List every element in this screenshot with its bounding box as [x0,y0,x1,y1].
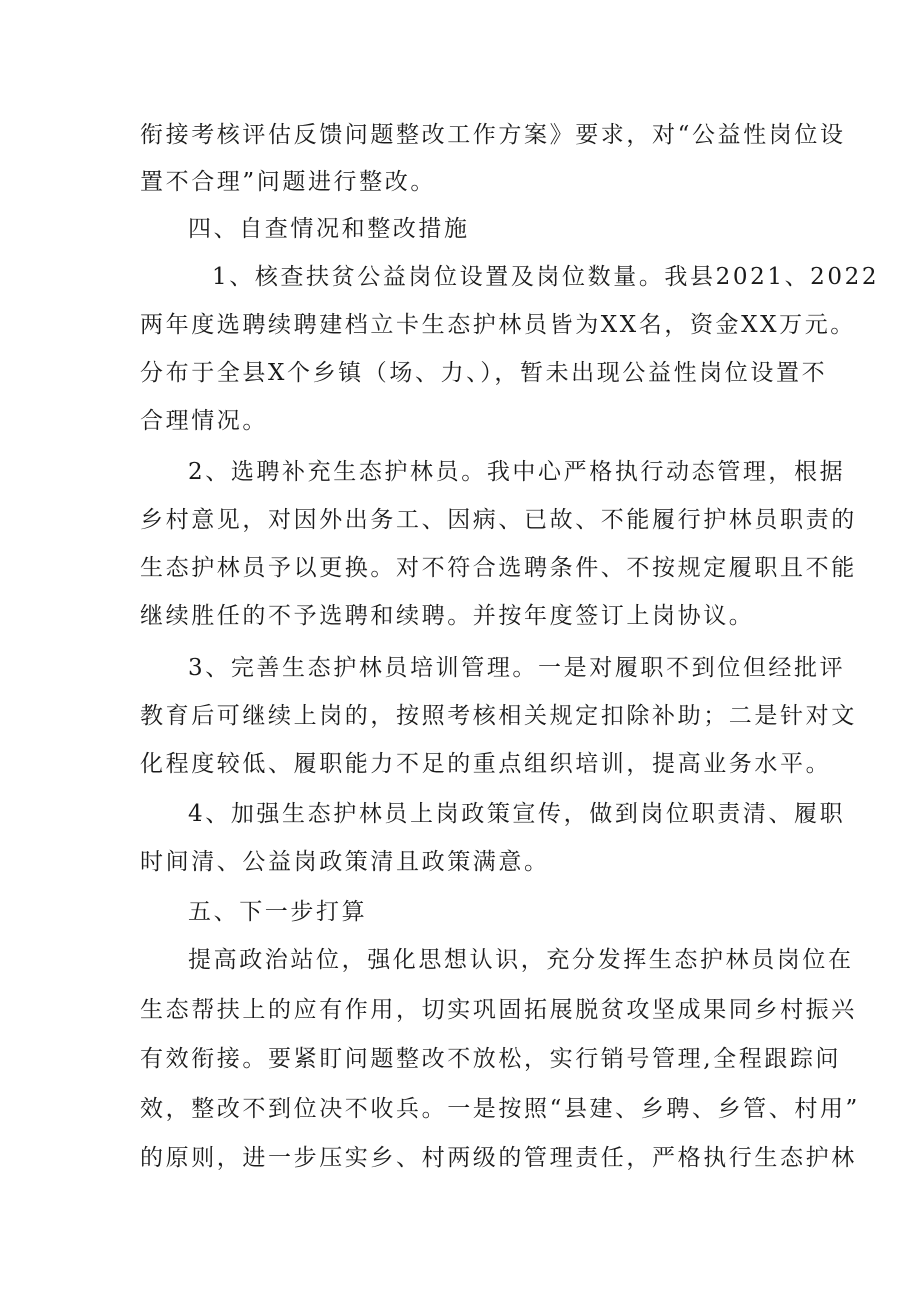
section-heading: 五、下一步打算 [188,899,368,925]
text-line: 时间清、公益岗政策清且政策满意。 [140,849,550,875]
text-line: 的原则，进一步压实乡、村两级的管理责任，严格执行生态护林 [140,1145,857,1171]
text-line: 4、加强生态护林员上岗政策宣传，做到岗位职责清、履职 [188,801,846,827]
text-line: 分布于全县X个乡镇（场、力、），暂未出现公益性岗位设置不 [140,360,828,386]
text-line: 2、选聘补充生态护林员。我中心严格执行动态管理，根据 [188,459,846,485]
text-line: 1、核查扶贫公益岗位设置及岗位数量。我县2021、2022 [212,264,880,290]
text-line: 两年度选聘续聘建档立卡生态护林员皆为XX名，资金XX万元。 [140,312,856,338]
text-line: 生态帮扶上的应有作用，切实巩固拓展脱贫攻坚成果同乡村振兴 [140,997,857,1023]
text-line: 置不合理”问题进行整改。 [140,169,436,195]
text-line: 提高政治站位，强化思想认识，充分发挥生态护林员岗位在 [188,947,854,973]
text-line: 乡村意见，对因外出务工、因病、已故、不能履行护林员职责的 [140,507,857,533]
text-line: 教育后可继续上岗的，按照考核相关规定扣除补助；二是针对文 [140,703,857,729]
text-line: 合理情况。 [140,408,268,434]
text-line: 有效衔接。要紧盯问题整改不放松，实行销号管理,全程跟踪问 [140,1046,842,1072]
text-line: 效，整改不到位决不收兵。一是按照“县建、乡聘、乡管、村用” [140,1096,860,1122]
text-line: 衔接考核评估反馈问题整改工作方案》要求，对“公益性岗位设 [140,122,846,148]
text-line: 继续胜任的不予选聘和续聘。并按年度签订上岗协议。 [140,603,755,629]
text-line: 生态护林员予以更换。对不符合选聘条件、不按规定履职且不能 [140,555,857,581]
text-line: 3、完善生态护林员培训管理。一是对履职不到位但经批评 [188,655,846,681]
text-line: 化程度较低、履职能力不足的重点组织培训，提高业务水平。 [140,751,832,777]
section-heading: 四、自查情况和整改措施 [188,216,470,242]
